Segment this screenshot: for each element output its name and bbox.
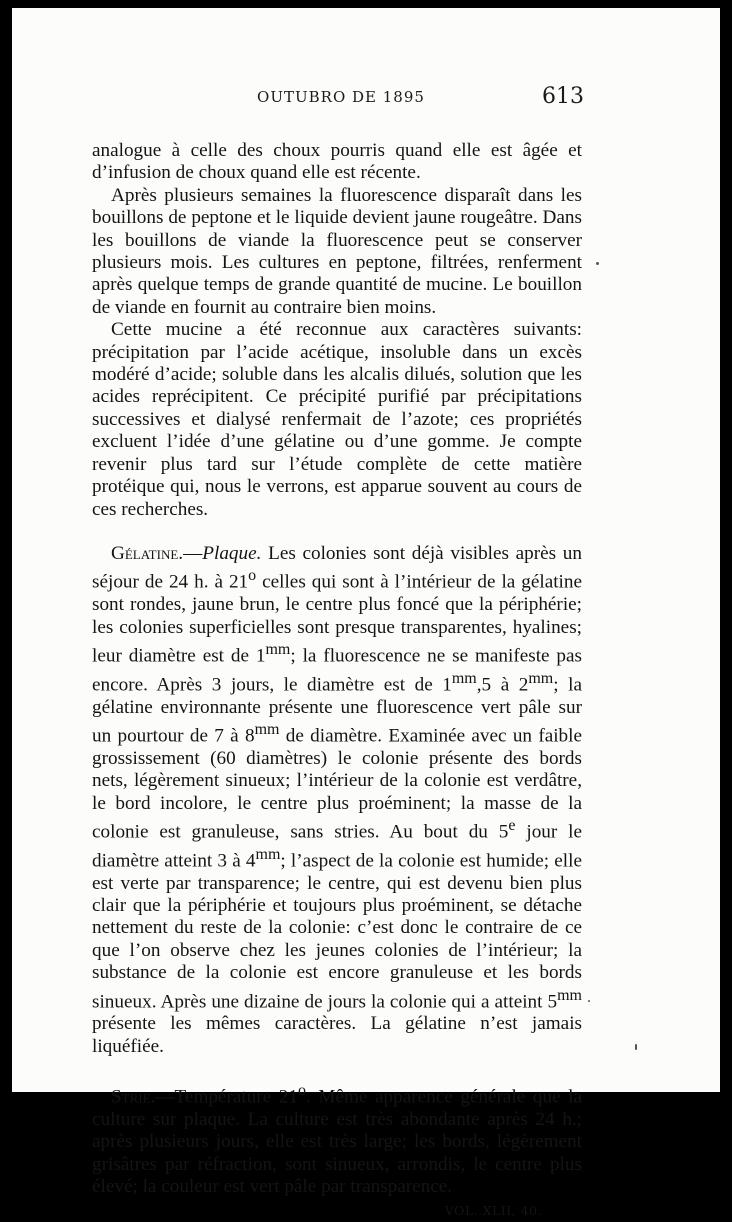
section-label: Gélatine. — [111, 542, 184, 564]
unit-mm: mm — [557, 986, 582, 1004]
text-run: ,5 à 2 — [476, 674, 529, 696]
text-run: Les colonies sont déjà visibles après un séjour de 24 h. à 21 — [92, 542, 582, 593]
unit-mm: mm — [265, 640, 291, 658]
text-run: jour le diamètre atteint 3 à 4 — [92, 821, 582, 872]
running-title: OUTUBRO DE 1895 — [257, 88, 425, 106]
text-run: ; la gélatine environnante présente une fluorescence vert pâle sur un pourtour de 7 à 8 — [92, 674, 582, 747]
section-label: Strie. — [111, 1086, 156, 1108]
paragraph: analogue à celle des choux pourris quand elle est âgée et d’infusion de choux quand elle est récente. — [92, 140, 582, 184]
signature-mark: VOL. XLII, 40. — [444, 1202, 542, 1218]
text-run: présente les mêmes caractères. La gélatine n’est jamais liquéfiée. — [92, 1013, 582, 1057]
page-number: 613 — [542, 84, 584, 109]
gelatine-section — [92, 543, 582, 1058]
text-run: ; l’aspect de la colonie est humide; elle est verte par transparence; le centre, qui est devenu bien plus clair que la périphérie et toujours plus proéminent, se détache nettement du reste de la colonie: c’est donc le contraire de ce que l’on observe chez les jeunes colonies de l’intérieur; la substance de la colonie est encore granuleuse et les bords sinueux. Après une dizaine de jours la colonie qui a atteint 5 — [92, 850, 582, 1012]
subsection-label: Plaque. — [202, 542, 262, 564]
unit-mm: mm — [451, 669, 477, 687]
unit-mm: mm — [528, 669, 554, 687]
degree-mark: o — [248, 567, 257, 585]
paragraph: Après plusieurs semaines la fluorescence disparaît dans les bouillons de peptone et le liquide devient jaune rougeâtre. Dans les bouillons de viande la fluorescence peut se conserver plusieurs mois. Les cultures en peptone, filtrées, renferment après quelque temps de grande quantité de mucine. Le bouillon de viande en fournit au contraire bien moins. — [92, 184, 582, 318]
strie-section — [92, 1080, 582, 1198]
unit-mm: mm — [255, 845, 281, 863]
text-run: Température 21 — [174, 1086, 298, 1108]
page — [12, 8, 720, 1218]
dash: — — [183, 542, 203, 564]
paper-speck — [635, 1044, 637, 1050]
unit-mm: mm — [254, 720, 280, 738]
body-text — [92, 140, 582, 1222]
paper-speck — [588, 1000, 590, 1002]
text-run: ; la fluorescence ne se manifeste pas encore. Après 3 jours, le diamètre est de 1 — [92, 645, 583, 696]
text-run: . Même apparence générale que la culture sur plaque. La culture est très abondante après 24 h.; après plusieurs jours, elle est très large; les bords, légèrement grisâtres par réfraction, sont sinueux, arrondis, le centre plus élevé; la couleur est vert pâle par transparence. — [92, 1086, 583, 1198]
text-run: de diamètre. Examinée avec un faible grossissement (60 diamètres) le colonie présente des bords nets, légèrement sinueux; l’intérieur de la colonie est verdâtre, le bord incolore, le centre plus proéminent; la masse de la colonie est granuleuse, sans stries. Au bout du 5 — [92, 725, 582, 843]
paragraph: Cette mucine a été reconnue aux caractères suivants: précipitation par l’acide acétique, insoluble dans un excès modéré d’acide; soluble dans les alcalis dilués, solution que les acides reprécipitent. Ce précipité purifié par précipitations successives et dialysé renfermait de l’azote; ces propriétés excluent l’idée d’une gélatine ou d’une gomme. Je compte revenir plus tard sur l’étude complète de cette matière protéique qui, nous le verrons, est apparue souvent au cours de ces recherches. — [92, 319, 582, 520]
text-run: celles qui sont à l’intérieur de la gélatine sont rondes, jaune brun, le centre plus foncé que la périphérie; les colonies superficielles sont presque transparentes, hyalines; leur diamètre est de 1 — [92, 571, 582, 667]
ordinal-mark: e — [508, 816, 516, 834]
paper-speck — [596, 262, 599, 265]
dash: — — [155, 1086, 175, 1108]
degree-mark: o — [298, 1082, 306, 1100]
